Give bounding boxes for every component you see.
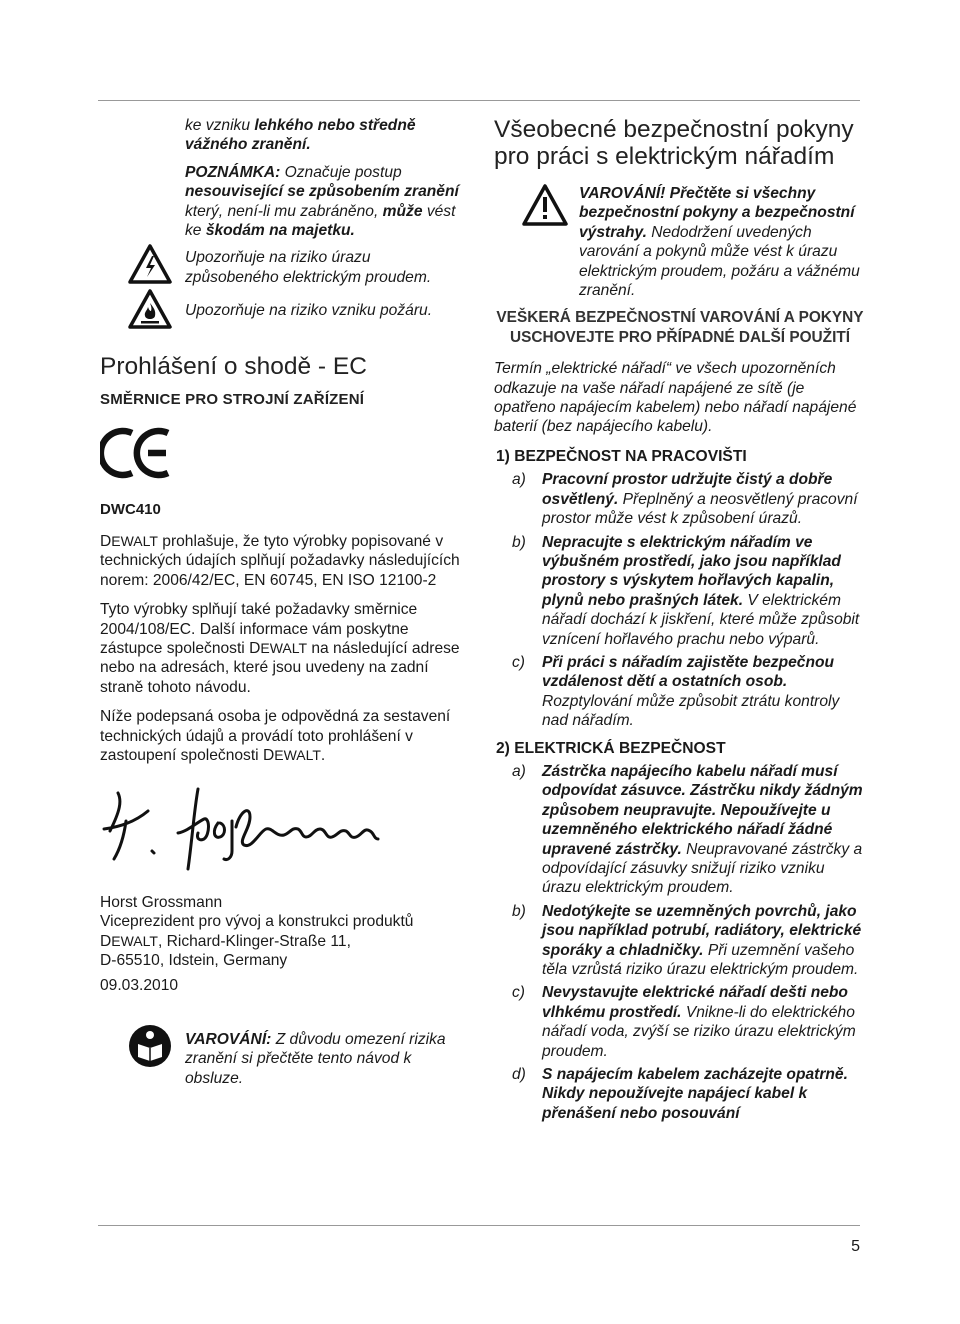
- signer-city: D-65510, Idstein, Germany: [100, 951, 288, 969]
- responsibility-paragraph: Níže podepsaná osoba je odpovědná za sestavení technických údajů a provádí toto prohlášení v zastoupení společnosti DEWALT.: [100, 708, 451, 764]
- list-item: b) Nepracujte s elektrickým nářadím ve výbušném prostředí, jako jsou například prostory s výskytem hořlavých kapalin, plynů nebo prašných látek. V elektrickém nářadí dochází k jiskření, které může způsobit vznícení hořlavého prachu nebo výparů.: [512, 533, 860, 648]
- right-column: [494, 116, 866, 1131]
- work-area-list: [494, 470, 866, 730]
- note-remark: POZNÁMKA: Označuje postup nesouvisející se způsobením zranění který, není-li mu zabráněno, může vést ke škodám na majetku.: [185, 163, 459, 240]
- model-number: DWC410: [100, 501, 161, 519]
- keep-instructions-notice: VEŠKERÁ BEZPEČNOSTNÍ VAROVÁNÍ A POKYNY USCHOVEJTE PRO PŘÍPADNÉ DALŠÍ POUŽITÍ: [496, 309, 864, 346]
- list-item: c) Nevystavujte elektrické nářadí dešti nebo vlhkému prostředí. Vnikne-li do elektrického nářadí voda, zvýší se riziko úrazu elektrickým proudem.: [512, 984, 856, 1060]
- general-warning: VAROVÁNÍ! Přečtěte si všechny bezpečnostní pokyny a bezpečnostní výstrahy. Nedodržení uvedených varování a pokynů může vést k úrazu elektrickým proudem, požáru a vážnému zranění.: [494, 184, 866, 300]
- page-number: 5: [851, 1238, 860, 1255]
- section-heading-electrical: 2) ELEKTRICKÁ BEZPEČNOST: [496, 739, 726, 757]
- list-item: a) Pracovní prostor udržujte čistý a dobře osvětlený. Přeplněný a neosvětlený pracovní prostor může vést k způsobení úrazů.: [512, 471, 858, 528]
- list-item: c) Při práci s nářadím zajistěte bezpečnou vzdálenost dětí a ostatních osob. Rozptylování může způsobit ztrátu kontroly nad nářadím.: [512, 653, 840, 730]
- top-rule: [98, 100, 860, 101]
- general-warning-icon: [522, 184, 568, 231]
- directive-subtitle: SMĚRNICE PRO STROJNÍ ZAŘÍZENÍ: [100, 390, 365, 408]
- term-definition: Termín „elektrické nářadí“ ve všech upozorněních odkazuje na vaše nářadí napájené ze sítě (je opatřeno napájecím kabelem) nebo nářadí napájené baterií (bez napájecího kabelu).: [494, 360, 857, 436]
- directive-paragraph: Tyto výrobky splňují také požadavky směrnice 2004/108/EC. Další informace vám poskytne zástupce společnosti DEWALT na následující adrese nebo na adresách, které jsou uvedeny na zadní straně tohoto návodu.: [100, 601, 460, 696]
- note-electric: Upozorňuje na riziko úrazu způsobeného elektrickým proudem.: [100, 248, 468, 287]
- signature-image: [100, 781, 468, 878]
- fire-warning-icon: [128, 289, 172, 334]
- signer-address: DEWALT, Richard-Klinger-Straße 11,: [100, 932, 351, 950]
- electric-shock-warning-icon: [128, 244, 172, 289]
- read-manual-icon: [128, 1024, 172, 1073]
- declaration-date: 09.03.2010: [100, 977, 179, 995]
- left-column: [100, 116, 468, 1088]
- list-item: b) Nedotýkejte se uzemněných povrchů, jako jsou například potrubí, radiátory, elektrické sporáky a chladničky. Při uzemnění vašeho těla vzrůstá riziko úrazu elektrickým proudem.: [512, 902, 862, 979]
- declaration-paragraph: DEWALT prohlašuje, že tyto výrobky popisované v technických údajích splňují požadavky následujících norem: 2006/42/EC, EN 60745, EN ISO 12100-2: [100, 532, 460, 589]
- safety-title: Všeobecné bezpečnostní pokyny pro práci s elektrickým nářadím: [494, 116, 854, 170]
- electrical-list: [494, 762, 866, 1123]
- bottom-rule: [98, 1225, 860, 1226]
- note-injury: ke vzniku lehkého nebo středně vážného zranění.: [185, 117, 416, 154]
- declaration-title: Prohlášení o shodě - EC: [100, 352, 367, 380]
- read-manual-warning: VAROVÁNÍ: Z důvodu omezení rizika zranění si přečtěte tento návod k obsluze.: [100, 1030, 468, 1088]
- signer-name: Horst Grossmann: [100, 893, 223, 911]
- section-heading-work-area: 1) BEZPEČNOST NA PRACOVIŠTI: [496, 447, 747, 465]
- list-item: a) Zástrčka napájecího kabelu nářadí musí odpovídat zásuvce. Zástrčku nikdy žádným způsobem neupravujte. Nepoužívejte u uzemněného elektrického nářadí žádné upravené zástrčky. Neupravované zástrčky a odpovídající zásuvky snižují riziko vzniku úrazu elektrickým proudem.: [512, 762, 863, 897]
- note-fire: Upozorňuje na riziko vzniku požáru.: [100, 301, 468, 320]
- signer-role: Viceprezident pro vývoj a konstrukci produktů: [100, 913, 414, 931]
- ce-mark-icon: [100, 427, 468, 484]
- list-item: d) S napájecím kabelem zacházejte opatrně. Nikdy nepoužívejte napájecí kabel k přenášení nebo posouvání: [512, 1066, 848, 1122]
